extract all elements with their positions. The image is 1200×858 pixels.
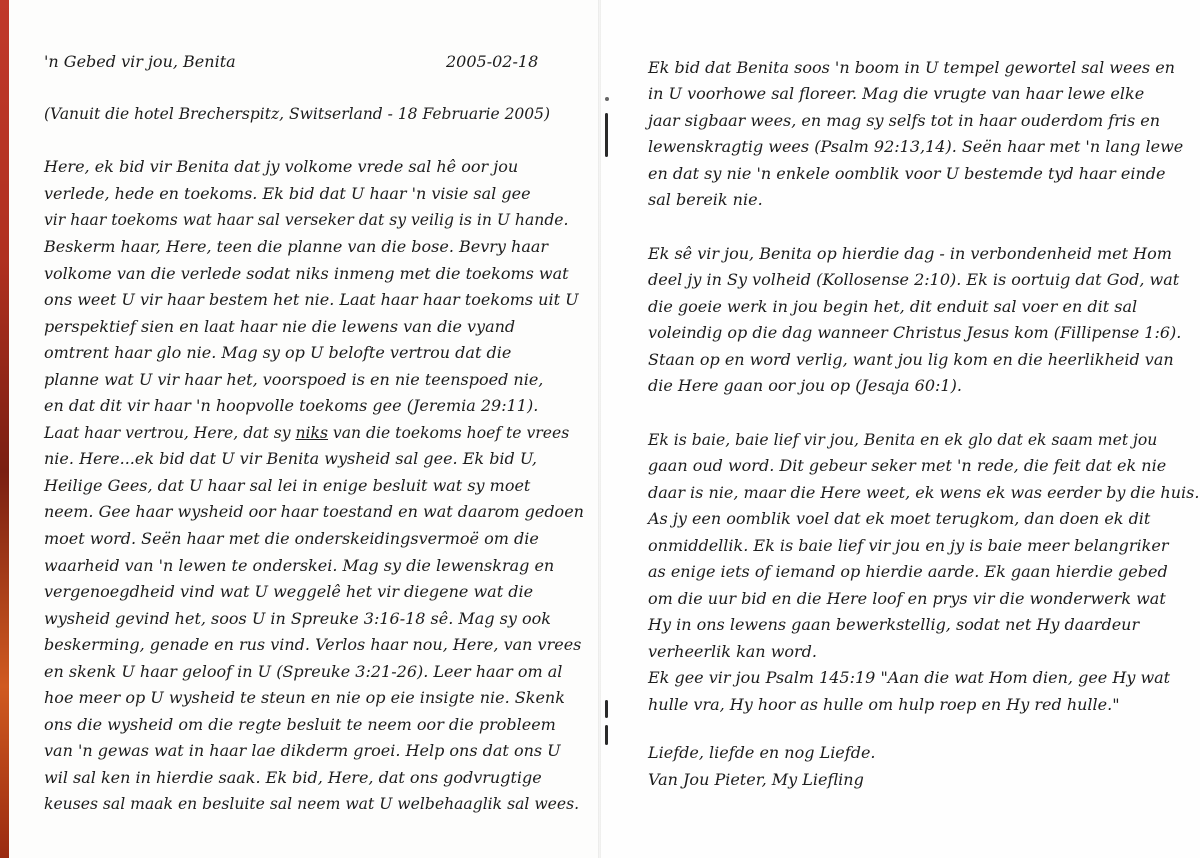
left-line-25: keuses sal maak en besluite sal neem wat U welbehaaglik sal wees. — [44, 795, 580, 813]
right-p3-line-3: daar is nie, maar die Here weet, ek wens ek was eerder by die huis. — [648, 483, 1200, 502]
left-line-10: en dat dit vir haar 'n hoopvolle toekoms gee (Jeremia 29:11). — [44, 396, 539, 415]
left-line-11-text: Laat haar vertrou, Here, dat sy niks van die toekoms hoef te vrees — [44, 424, 570, 442]
right-p3-line-6: as enige iets of iemand op hierdie aarde. Ek gaan hierdie gebed — [648, 562, 1168, 581]
left-line-14: neem. Gee haar wysheid oor haar toestand en wat daarom gedoen — [44, 502, 584, 521]
right-p2-line-5: Staan op en word verlig, want jou lig kom en die heerlikheid van — [648, 350, 1174, 369]
left-line-3: vir haar toekoms wat haar sal verseker dat sy veilig is in U hande. — [44, 211, 569, 229]
left-line-13: Heilige Gees, dat U haar sal lei in enige besluit wat sy moet — [44, 476, 531, 495]
right-p2-line-3: die goeie werk in jou begin het, dit enduit sal voer en dit sal — [648, 297, 1138, 316]
right-p1-line-4: lewenskragtig wees (Psalm 92:13,14). Seën haar met 'n lang lewe — [648, 137, 1184, 156]
right-p1-line-6: sal bereik nie. — [648, 190, 763, 209]
right-p4-line-1: Ek gee vir jou Psalm 145:19 "Aan die wat Hom dien, gee Hy wat — [648, 668, 1171, 687]
staple-mark — [605, 97, 609, 101]
right-p2-line-6: die Here gaan oor jou op (Jesaja 60:1). — [648, 376, 962, 395]
underlined-word: niks — [295, 424, 328, 442]
left-line-19: beskerming, genade en rus vind. Verlos haar nou, Here, van vrees — [44, 635, 582, 654]
left-line-20: en skenk U haar geloof in U (Spreuke 3:21-26). Leer haar om al — [44, 662, 563, 681]
left-line-16: waarheid van 'n lewen te onderskei. Mag sy die lewenskrag en — [44, 556, 555, 575]
letter-heading: 'n Gebed vir jou, Benita — [44, 52, 236, 71]
left-line-21: hoe meer op U wysheid te steun en nie op eie insigte nie. Skenk — [44, 688, 565, 707]
right-p3-line-2: gaan oud word. Dit gebeur seker met 'n rede, die feit dat ek nie — [648, 456, 1167, 475]
left-line-7: perspektief sien en laat haar nie die lewens van die vyand — [44, 317, 516, 336]
right-p3-line-4: As jy een oomblik voel dat ek moet terugkom, dan doen ek dit — [648, 509, 1151, 528]
staple-bottom-b — [605, 725, 608, 745]
book-spine — [598, 0, 601, 858]
staple-bottom-a — [605, 700, 608, 718]
left-line-22: ons die wysheid om die regte besluit te neem oor die probleem — [44, 715, 556, 734]
left-line-23: van 'n gewas wat in haar lae dikderm groei. Help ons dat ons U — [44, 741, 561, 760]
closing-line-1: Liefde, liefde en nog Liefde. — [648, 743, 876, 762]
left-line-12: nie. Here...ek bid dat U vir Benita wysheid sal gee. Ek bid U, — [44, 449, 537, 468]
left-line-8: omtrent haar glo nie. Mag sy op U belofte vertrou dat die — [44, 343, 512, 362]
left-line-11 — [44, 423, 569, 443]
left-line-4: Beskerm haar, Here, teen die planne van die bose. Bevry haar — [44, 237, 549, 256]
right-p4-line-2: hulle vra, Hy hoor as hulle om hulp roep en Hy red hulle." — [648, 695, 1120, 714]
staple-top — [605, 113, 608, 157]
left-line-1: Here, ek bid vir Benita dat jy volkome vrede sal hê oor jou — [44, 157, 519, 176]
letter-location: (Vanuit die hotel Brecherspitz, Switserland - 18 Februarie 2005) — [44, 105, 551, 123]
left-line-5: volkome van die verlede sodat niks inmeng met die toekoms wat — [44, 264, 569, 283]
right-p1-line-2: in U voorhowe sal floreer. Mag die vrugte van haar lewe elke — [648, 84, 1145, 103]
right-p3-line-5: onmiddellik. Ek is baie lief vir jou en jy is baie meer belangriker — [648, 536, 1169, 555]
closing-signature: Van Jou Pieter, My Liefling — [648, 770, 864, 789]
right-p2-line-2: deel jy in Sy volheid (Kollosense 2:10). Ek is oortuig dat God, wat — [648, 270, 1180, 289]
left-line-9: planne wat U vir haar het, voorspoed is en nie teenspoed nie, — [44, 370, 544, 389]
right-p3-line-8: Hy in ons lewens gaan bewerkstellig, sodat net Hy daardeur — [648, 615, 1140, 634]
right-p1-line-1: Ek bid dat Benita soos 'n boom in U tempel gewortel sal wees en — [648, 58, 1175, 77]
right-p2-line-4: voleindig op die dag wanneer Christus Jesus kom (Fillipense 1:6). — [648, 323, 1182, 342]
right-p2-line-1: Ek sê vir jou, Benita op hierdie dag - in verbondenheid met Hom — [648, 244, 1172, 263]
right-p1-line-3: jaar sigbaar wees, en mag sy selfs tot in haar ouderdom fris en — [648, 111, 1161, 130]
left-line-6: ons weet U vir haar bestem het nie. Laat haar haar toekoms uit U — [44, 290, 579, 309]
left-line-17: vergenoegdheid vind wat U weggelê het vir diegene wat die — [44, 582, 534, 601]
right-p3-line-9: verheerlik kan word. — [648, 642, 817, 661]
right-p1-line-5: en dat sy nie 'n enkele oomblik voor U bestemde tyd haar einde — [648, 164, 1166, 183]
cover-edge — [0, 0, 9, 858]
left-line-18: wysheid gevind het, soos U in Spreuke 3:16-18 sê. Mag sy ook — [44, 609, 551, 628]
right-p3-line-7: om die uur bid en die Here loof en prys vir die wonderwerk wat — [648, 589, 1166, 608]
letter-date: 2005-02-18 — [446, 52, 539, 71]
left-line-2: verlede, hede en toekoms. Ek bid dat U haar 'n visie sal gee — [44, 184, 531, 203]
left-line-24: wil sal ken in hierdie saak. Ek bid, Here, dat ons godvrugtige — [44, 768, 542, 787]
left-line-15: moet word. Seën haar met die onderskeidingsvermoë om die — [44, 529, 539, 548]
right-p3-line-1: Ek is baie, baie lief vir jou, Benita en ek glo dat ek saam met jou — [648, 431, 1158, 449]
